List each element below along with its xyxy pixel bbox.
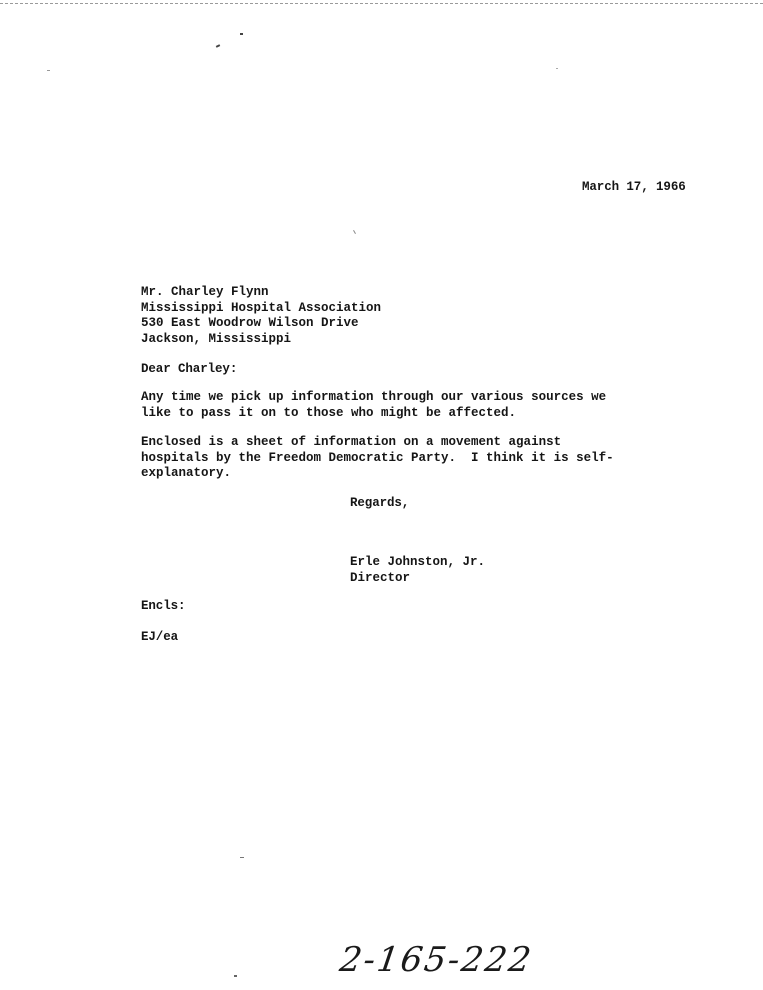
scan-top-edge	[0, 3, 763, 4]
salutation: Dear Charley:	[141, 362, 238, 376]
recipient-address	[141, 285, 381, 347]
enclosures-note: Encls:	[141, 599, 186, 613]
scan-speck	[216, 44, 220, 48]
paragraph-line: hospitals by the Freedom Democratic Party. I think it is self-	[141, 450, 614, 465]
paragraph-line: explanatory.	[141, 466, 232, 480]
scan-speck	[240, 33, 243, 35]
address-line: Mr. Charley Flynn	[141, 285, 269, 299]
paragraph-line: like to pass it on to those who might be affected.	[141, 405, 517, 420]
address-line: Mississippi Hospital Association	[141, 300, 382, 315]
reference-initials: EJ/ea	[141, 630, 179, 644]
scan-speck	[240, 857, 244, 858]
address-line: 530 East Woodrow Wilson Drive	[141, 316, 359, 330]
closing: Regards,	[350, 496, 410, 510]
paragraph-line: Enclosed is a sheet of information on a movement against	[141, 435, 562, 449]
letter-date: March 17, 1966	[582, 180, 686, 194]
address-line: Jackson, Mississippi	[141, 331, 292, 346]
scan-speck	[234, 975, 237, 977]
body-paragraph	[141, 390, 621, 421]
handwritten-document-number: 2-165-222	[337, 940, 536, 980]
signer-title: Director	[350, 570, 411, 585]
signer-name: Erle Johnston, Jr.	[350, 555, 486, 569]
body-paragraph	[141, 435, 621, 482]
scan-speck	[47, 70, 50, 71]
signature-block	[350, 555, 485, 586]
scan-speck	[353, 230, 356, 234]
paragraph-line: Any time we pick up information through our various sources we	[141, 390, 607, 404]
scan-speck	[556, 68, 558, 69]
